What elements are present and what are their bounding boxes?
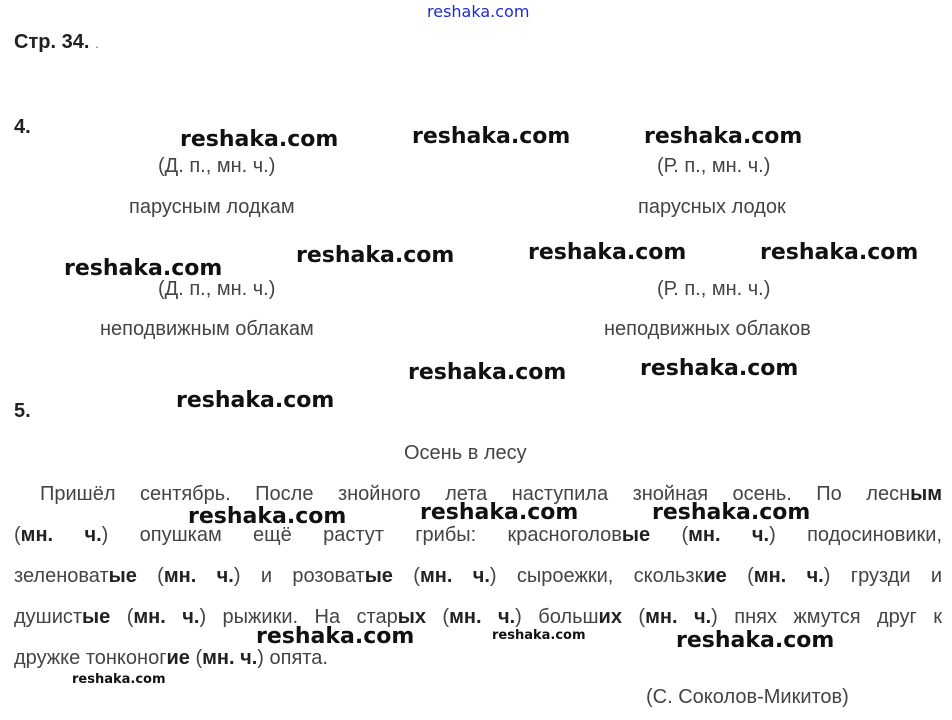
watermark: reshaka.com bbox=[760, 240, 919, 265]
case-label: (Р. п., мн. ч.) bbox=[657, 278, 771, 300]
watermark: reshaka.com bbox=[188, 504, 347, 529]
number-mark: мн. ч. bbox=[753, 565, 824, 587]
number-mark: мн. ч. bbox=[163, 565, 234, 587]
text-line-5: дружке тонконогие (мн. ч.) опята. bbox=[14, 647, 328, 669]
text-line-1: Пришёл сентябрь. После знойного лета наступила знойная осень. По лесным bbox=[40, 483, 942, 505]
watermark: reshaka.com bbox=[420, 500, 579, 525]
number-mark: мн. ч. bbox=[133, 606, 200, 628]
watermark: reshaka.com bbox=[180, 127, 339, 152]
phrase: парусным лодкам bbox=[129, 196, 295, 218]
ending: ие bbox=[166, 647, 190, 669]
ending: их bbox=[598, 606, 622, 628]
ending: ые bbox=[82, 606, 111, 628]
watermark: reshaka.com bbox=[176, 388, 335, 413]
phrase: парусных лодок bbox=[638, 196, 786, 218]
watermark-small: reshaka.com bbox=[72, 672, 166, 687]
text-line-3: зеленоватые (мн. ч.) и розоватые (мн. ч.) сыроежки, скользкие (мн. ч.) грузди и bbox=[14, 565, 943, 587]
watermark: reshaka.com bbox=[652, 500, 811, 525]
ending: ие bbox=[703, 565, 727, 587]
phrase: неподвижных облаков bbox=[604, 318, 811, 340]
case-label: (Р. п., мн. ч.) bbox=[657, 155, 771, 177]
author: (С. Соколов-Микитов) bbox=[646, 686, 849, 708]
case-label: (Д. п., мн. ч.) bbox=[158, 278, 276, 300]
watermark: reshaka.com bbox=[296, 243, 455, 268]
watermark: reshaka.com bbox=[412, 124, 571, 149]
watermark: reshaka.com bbox=[408, 360, 567, 385]
ending: ых bbox=[397, 606, 426, 628]
watermark: reshaka.com bbox=[256, 624, 415, 649]
text-line-2: (мн. ч.) опушкам ещё растут грибы: красноголовые (мн. ч.) подосиновики, bbox=[14, 524, 943, 546]
watermark: reshaka.com bbox=[644, 124, 803, 149]
watermark: reshaka.com bbox=[676, 628, 835, 653]
watermark-top: reshaka.com bbox=[427, 2, 530, 21]
watermark-small: reshaka.com bbox=[492, 628, 586, 643]
ending: ым bbox=[910, 483, 942, 505]
number-mark: мн. ч. bbox=[688, 524, 770, 546]
ending: ые bbox=[108, 565, 137, 587]
phrase: неподвижным облакам bbox=[100, 318, 314, 340]
number-mark: мн. ч. bbox=[419, 565, 490, 587]
number-mark: мн. ч. bbox=[645, 606, 712, 628]
ending: ые bbox=[621, 524, 651, 546]
case-label: (Д. п., мн. ч.) bbox=[158, 155, 276, 177]
watermark: reshaka.com bbox=[64, 256, 223, 281]
exercise-5-number: 5. bbox=[14, 400, 31, 422]
ending: ые bbox=[364, 565, 393, 587]
number-mark: мн. ч. bbox=[202, 647, 258, 669]
number-mark: мн. ч. bbox=[449, 606, 516, 628]
page-number: Стр. 34. bbox=[14, 31, 90, 53]
number-mark: мн. ч. bbox=[20, 524, 102, 546]
header-dot: . bbox=[94, 35, 99, 51]
exercise-4-number: 4. bbox=[14, 116, 31, 138]
text-line-4: душистые (мн. ч.) рыжики. На старых (мн. ч.) больших (мн. ч.) пнях жмутся друг к bbox=[14, 606, 943, 628]
page-title bbox=[14, 31, 99, 54]
text-title: Осень в лесу bbox=[404, 442, 527, 464]
watermark: reshaka.com bbox=[640, 356, 799, 381]
watermark: reshaka.com bbox=[528, 240, 687, 265]
